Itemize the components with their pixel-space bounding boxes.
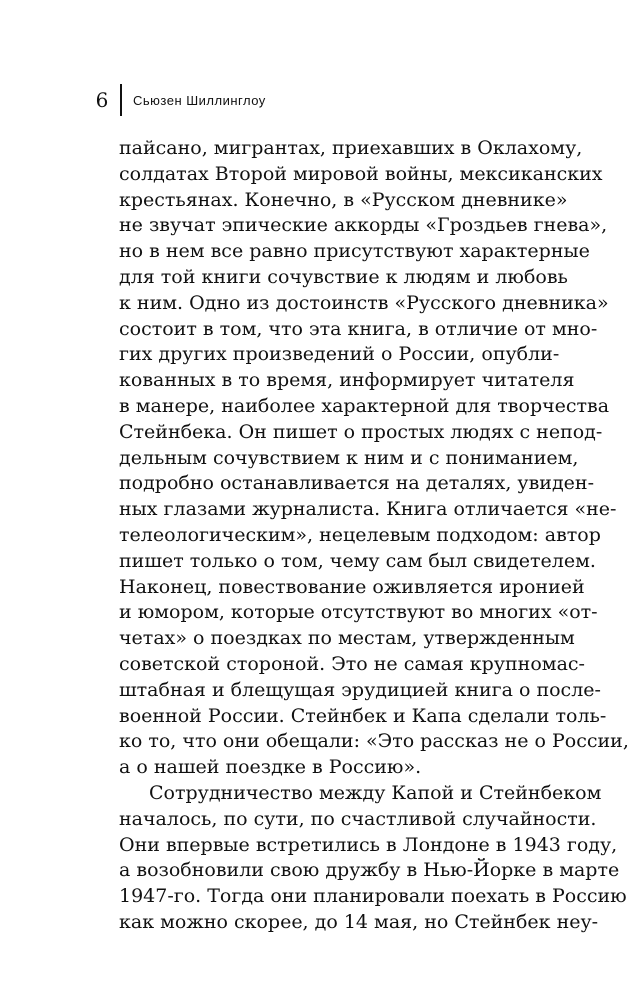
text-line: подробно останавливается на деталях, увиден- — [119, 472, 594, 495]
text-line: дельным сочувствием к ним и с пониманием, — [119, 446, 579, 469]
text-line: а о нашей поездке в Россию». — [119, 756, 422, 779]
text-line: а возобновили свою дружбу в Нью-Йорке в марте — [119, 859, 620, 882]
text-line: состоит в том, что эта книга, в отличие от мно- — [119, 317, 598, 340]
text-line: для той книги сочувствие к людям и любовь — [119, 265, 568, 288]
text-line: не звучат эпические аккорды «Гроздьев гнева», — [119, 214, 608, 237]
text-line: но в нем все равно присутствуют характерные — [119, 240, 590, 263]
text-line: гих других произведений о России, опубли- — [119, 343, 560, 366]
text-line: как можно скорее, до 14 мая, но Стейнбек неу- — [119, 910, 599, 933]
page-number: 6 — [95, 88, 109, 112]
running-header — [94, 84, 266, 116]
text-line: ко то, что они обещали: «Это рассказ не о России, — [119, 730, 629, 753]
text-line: телеологическим», нецелевым подходом: автор — [119, 523, 601, 546]
text-line: 1947-го. Тогда они планировали поехать в Россию — [119, 885, 627, 908]
text-line: к ним. Одно из достоинств «Русского дневника» — [119, 291, 609, 314]
text-line: Сотрудничество между Капой и Стейнбеком — [149, 781, 602, 804]
text-line: военной России. Стейнбек и Капа сделали толь- — [119, 704, 607, 727]
text-line: штабная и блещущая эрудицией книга о после- — [119, 678, 601, 701]
text-line: и юмором, которые отсутствуют во многих «от- — [119, 601, 598, 624]
text-line: Они впервые встретились в Лондоне в 1943 году, — [119, 833, 618, 856]
text-line: кованных в то время, информирует читателя — [119, 369, 575, 392]
text-line: пишет только о том, чему сам был свидетелем. — [119, 549, 596, 572]
text-line: началось, по сути, по счастливой случайности. — [119, 807, 597, 830]
text-line: Стейнбека. Он пишет о простых людях с непод- — [119, 420, 603, 443]
text-line: крестьянах. Конечно, в «Русском дневнике» — [119, 188, 568, 211]
body-text — [119, 136, 629, 936]
header-divider — [120, 84, 122, 116]
text-line: в манере, наиболее характерной для творчества — [119, 394, 610, 417]
text-line: пайсано, мигрантах, приехавших в Оклахому, — [119, 137, 583, 159]
text-line: четах» о поездках по местам, утвержденным — [119, 627, 575, 650]
text-line: ных глазами журналиста. Книга отличается «не- — [119, 498, 617, 521]
text-line: советской стороной. Это не самая крупномас- — [119, 652, 585, 675]
running-head-author: Сьюзен Шиллинглоу — [133, 92, 266, 108]
text-line: Наконец, повествование оживляется иронией — [119, 575, 585, 598]
text-line: солдатах Второй мировой войны, мексиканских — [119, 162, 603, 185]
